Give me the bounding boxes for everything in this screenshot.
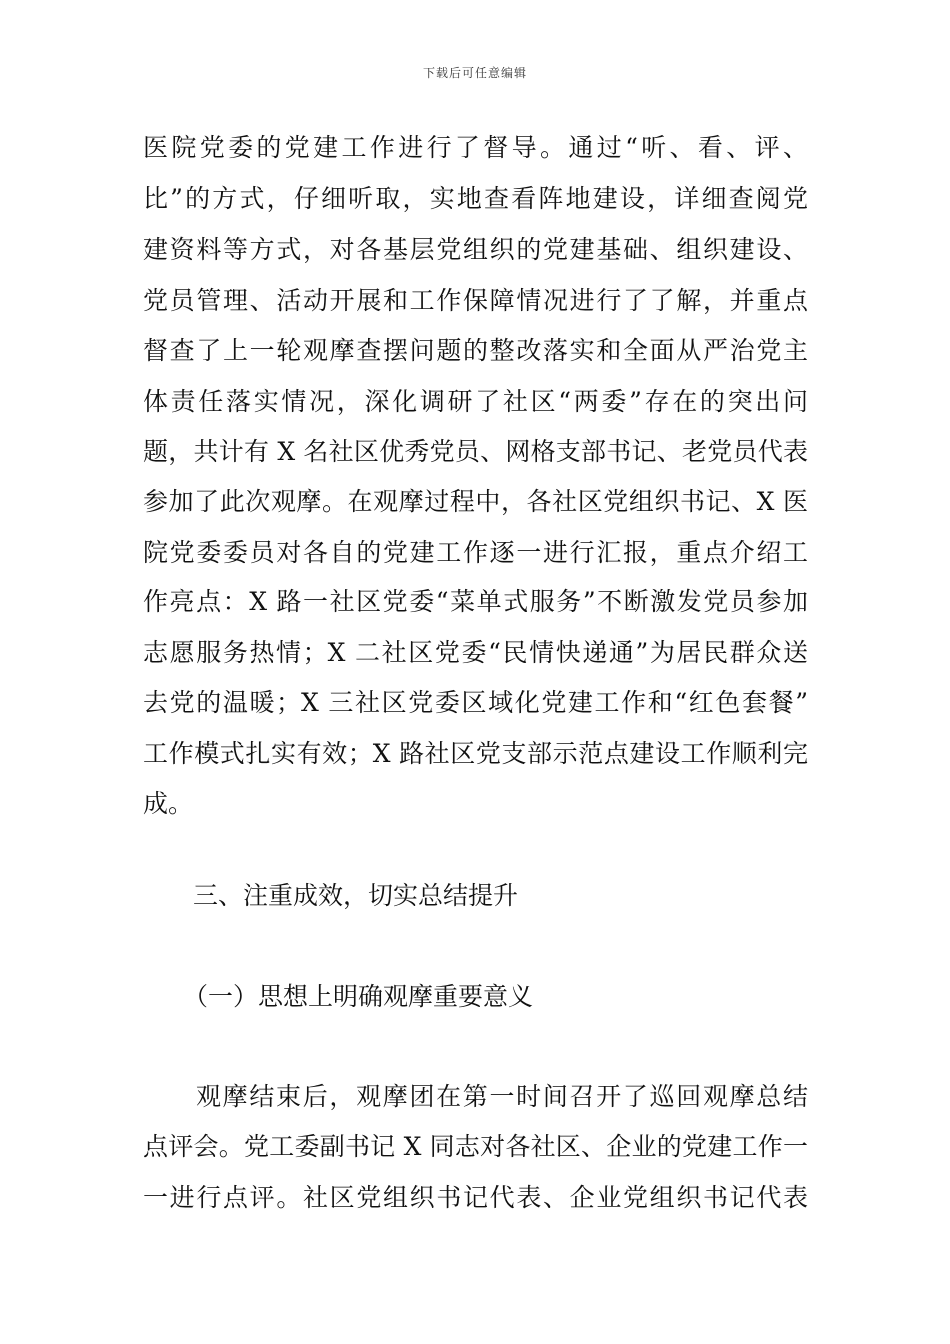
paragraph-1-line-4: 党员管理、活动开展和工作保障情况进行了了解，并重点 (143, 286, 808, 315)
paragraph-2-line-3: 一进行点评。社区党组织书记代表、企业党组织书记代表 (143, 1183, 808, 1212)
paragraph-1-line-8: 参加了此次观摩。在观摩过程中，各社区党组织书记、X 医 (143, 487, 808, 516)
paragraph-1-line-1: 医院党委的党建工作进行了督导。通过“听、看、评、 (143, 133, 808, 162)
subsection-heading: （一）思想上明确观摩重要意义 (183, 982, 534, 1011)
paragraph-1-line-9: 院党委委员对各自的党建工作逐一进行汇报，重点介绍工 (143, 538, 808, 567)
paragraph-1-line-10: 作亮点：X 路一社区党委“菜单式服务”不断激发党员参加 (143, 587, 808, 616)
paragraph-1-line-13: 工作模式扎实有效；X 路社区党支部示范点建设工作顺利完 (143, 739, 808, 768)
paragraph-1-line-12: 去党的温暖；X 三社区党委区域化党建工作和“红色套餐” (143, 688, 808, 717)
section-heading: 三、注重成效，切实总结提升 (193, 881, 519, 910)
paragraph-1-line-7: 题，共计有 X 名社区优秀党员、网格支部书记、老党员代表 (143, 437, 808, 466)
paragraph-1-line-6: 体责任落实情况，深化调研了社区“两委”存在的突出问 (143, 387, 808, 416)
paragraph-1-line-11: 志愿服务热情；X 二社区党委“民情快递通”为居民群众送 (143, 638, 808, 667)
paragraph-1-line-14: 成。 (143, 789, 194, 818)
paragraph-1-line-2: 比”的方式，仔细听取，实地查看阵地建设，详细查阅党 (143, 184, 808, 213)
paragraph-1-line-3: 建资料等方式，对各基层党组织的党建基础、组织建设、 (143, 235, 808, 264)
paragraph-2-line-2: 点评会。党工委副书记 X 同志对各社区、企业的党建工作一 (143, 1132, 808, 1161)
paragraph-2-line-1: 观摩结束后，观摩团在第一时间召开了巡回观摩总结 (196, 1082, 808, 1111)
page-header: 下载后可任意编辑 (422, 66, 527, 80)
paragraph-1-line-5: 督查了上一轮观摩查摆问题的整改落实和全面从严治党主 (143, 336, 808, 365)
